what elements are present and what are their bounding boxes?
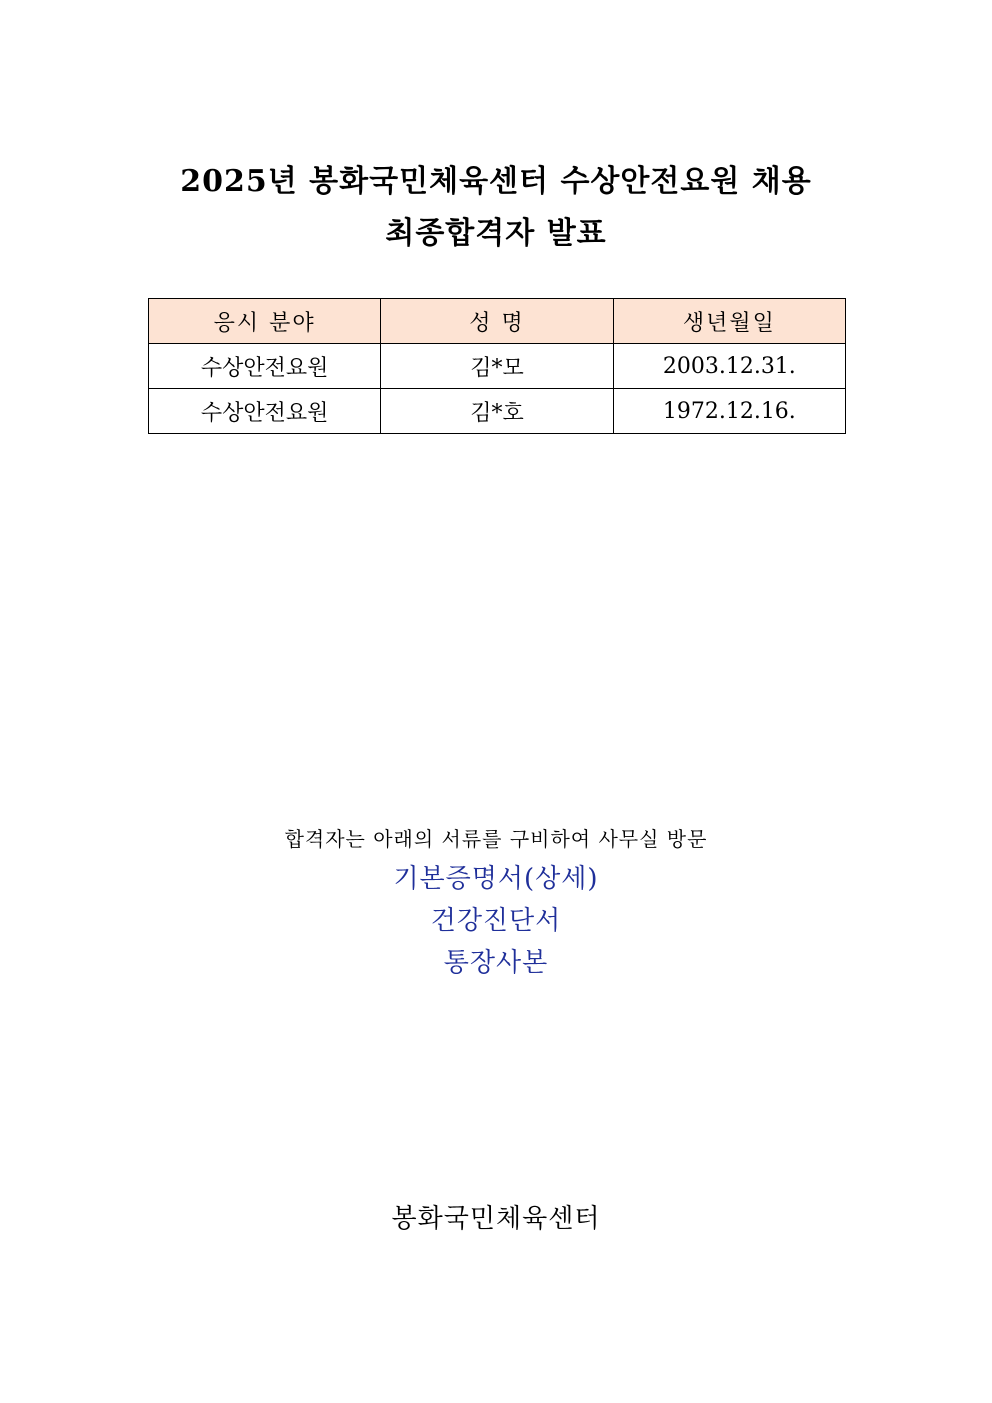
table-header-row <box>149 299 846 344</box>
cell-field: 수상안전요원 <box>149 389 381 434</box>
table-row <box>149 344 846 389</box>
document-item: 기본증명서(상세) <box>393 864 599 894</box>
cell-name: 김*모 <box>381 344 613 389</box>
results-table <box>148 298 846 434</box>
header-field: 응시 분야 <box>149 299 381 344</box>
cell-birthdate: 2003.12.31. <box>613 344 845 389</box>
page-title: 2025년 봉화국민체육센터 수상안전요원 채용 <box>180 164 812 199</box>
header-name: 성 명 <box>381 299 613 344</box>
page-subtitle: 최종합격자 발표 <box>385 216 607 251</box>
table-row <box>149 389 846 434</box>
cell-field: 수상안전요원 <box>149 344 381 389</box>
required-documents-list <box>0 858 992 984</box>
organization-name: 봉화국민체육센터 <box>391 1204 601 1234</box>
document-item: 건강진단서 <box>430 906 562 936</box>
notice-text: 합격자는 아래의 서류를 구비하여 사무실 방문 <box>284 827 708 851</box>
document-item: 통장사본 <box>443 948 549 978</box>
cell-birthdate: 1972.12.16. <box>613 389 845 434</box>
cell-name: 김*호 <box>381 389 613 434</box>
header-birthdate: 생년월일 <box>613 299 845 344</box>
